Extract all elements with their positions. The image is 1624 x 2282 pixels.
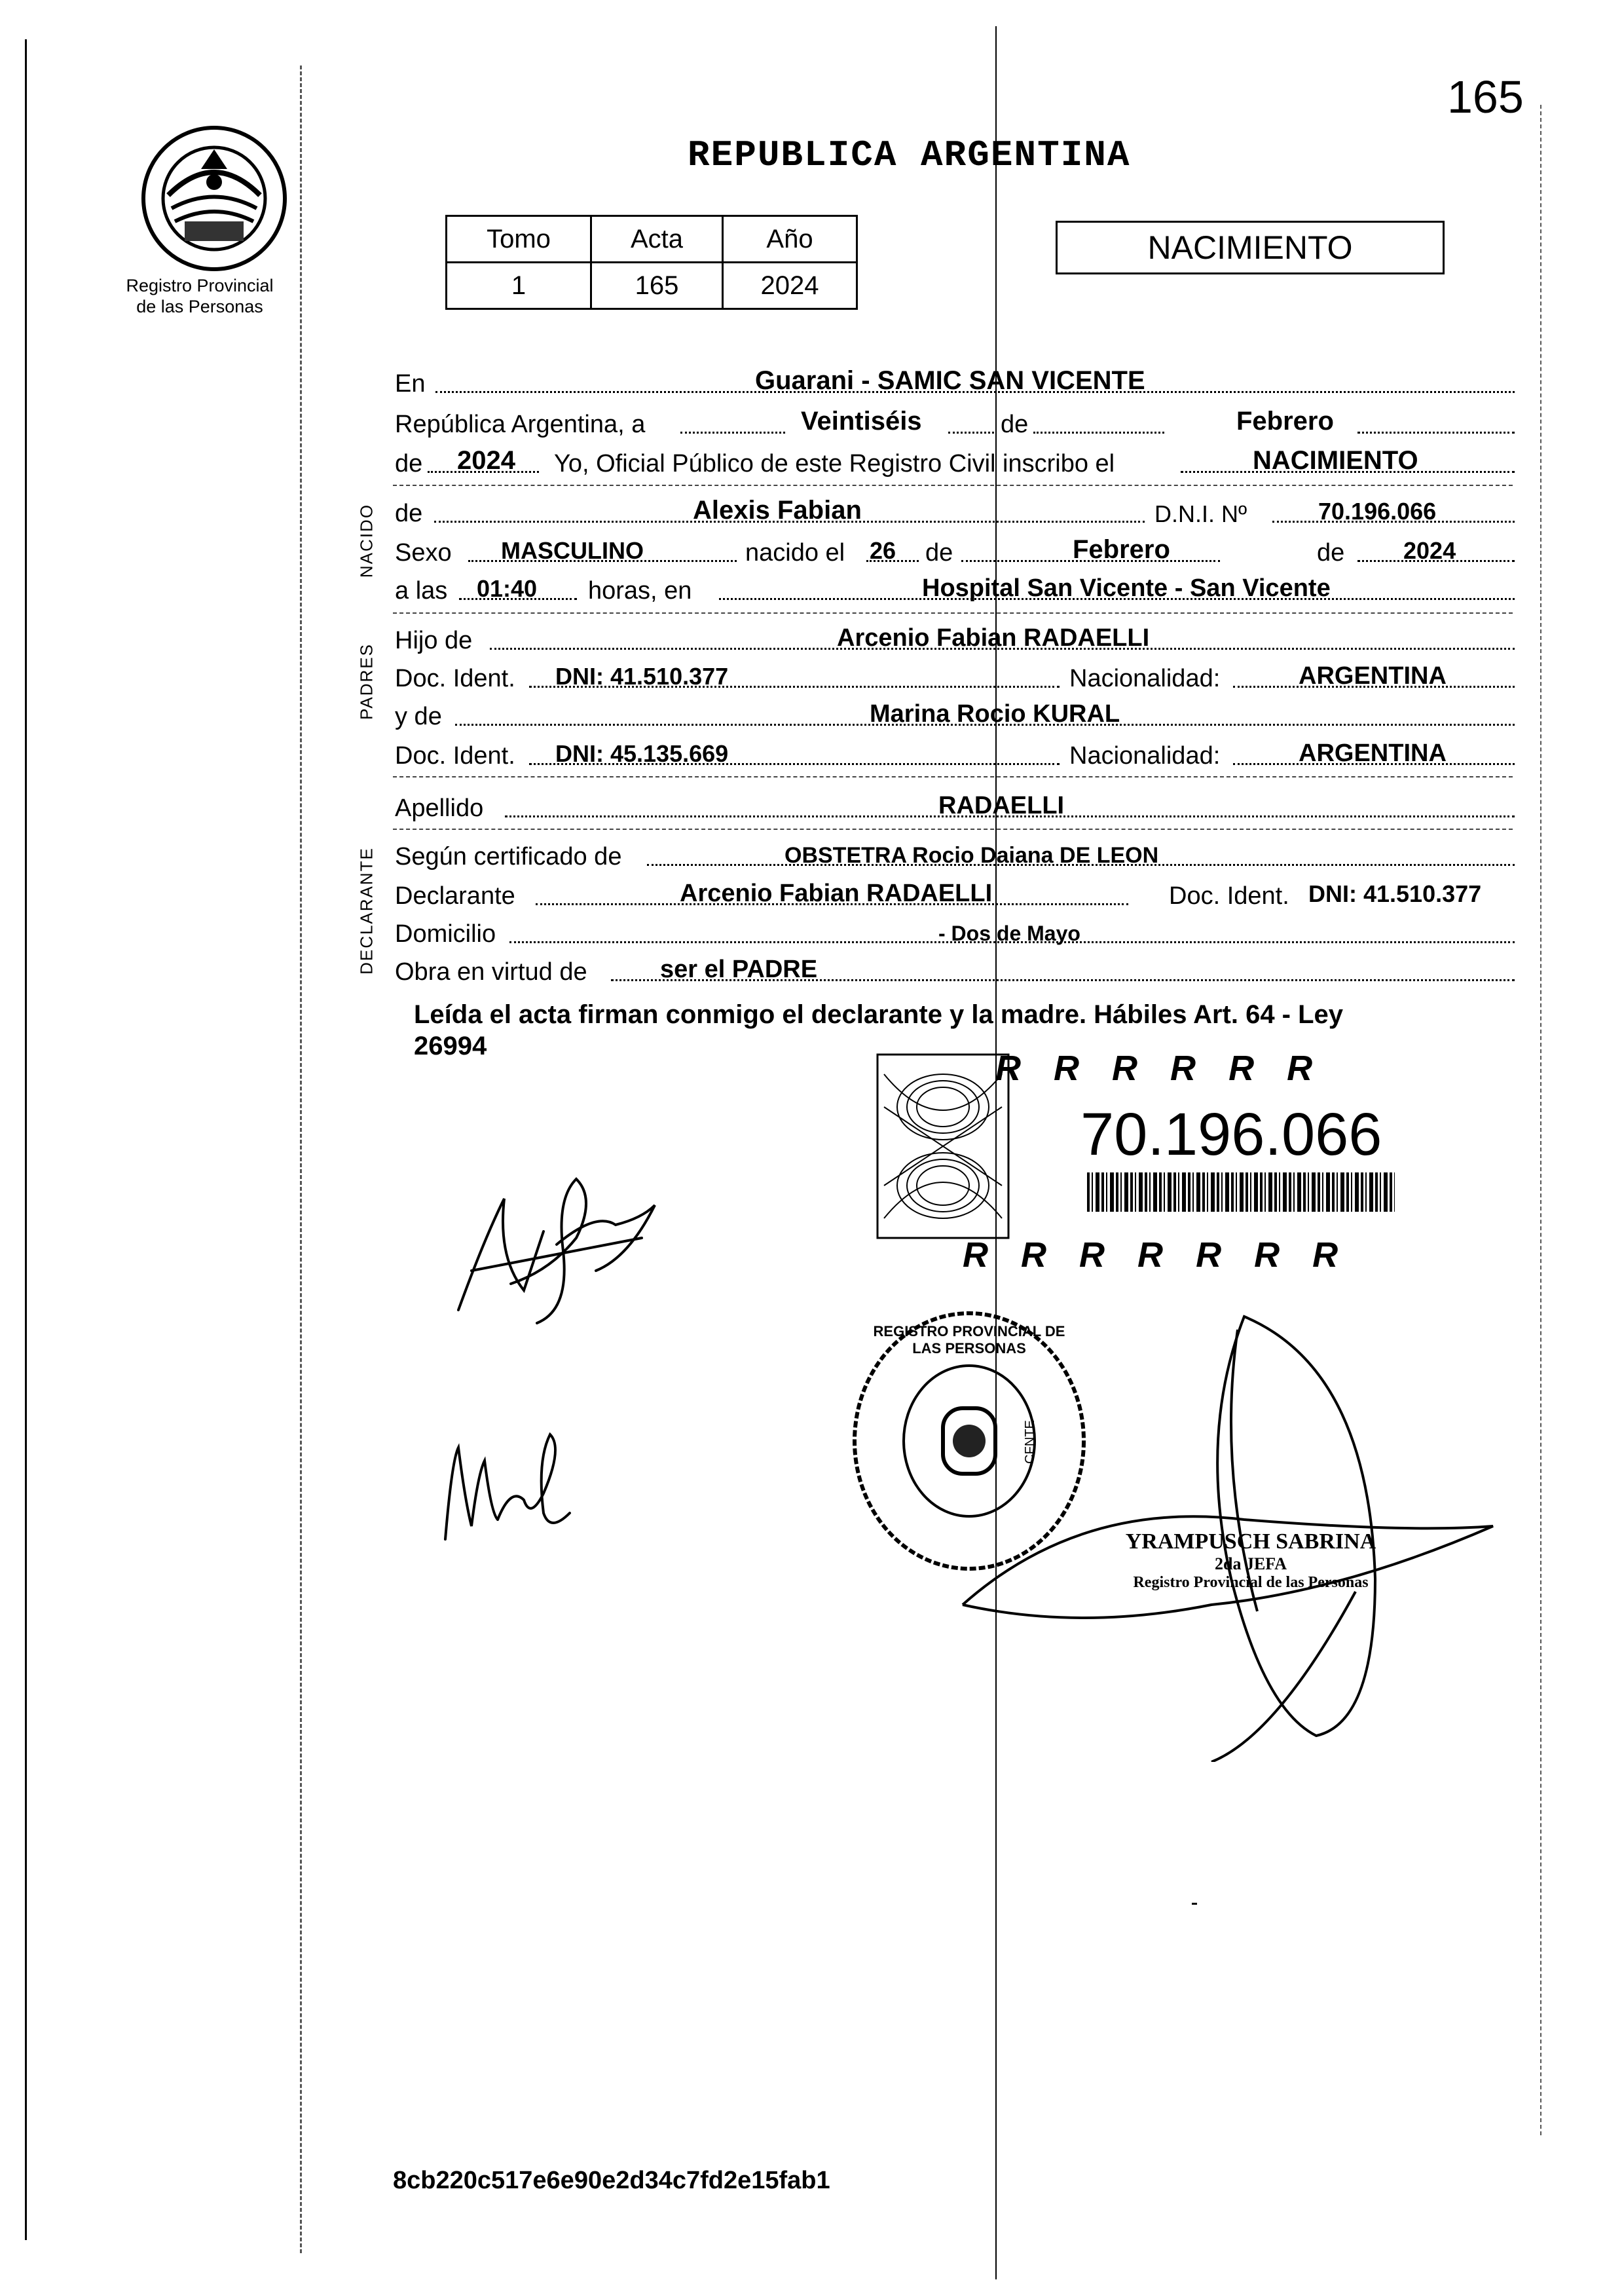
seal-text: REGISTRO PROVINCIAL DE LAS PERSONAS	[873, 1323, 1065, 1356]
label-republica: República Argentina, a	[395, 411, 646, 438]
label-hijo: Hijo de	[395, 627, 473, 654]
value-inscripcion: NACIMIENTO	[1253, 446, 1418, 475]
value-sexo: MASCULINO	[501, 537, 644, 564]
registry-line-1: Registro Provincial	[126, 276, 274, 295]
barcode-icon	[1087, 1172, 1395, 1212]
value-nombre: Alexis Fabian	[693, 496, 862, 525]
side-label-nacido: NACIDO	[356, 503, 377, 578]
seal-inner-text: CFNTE	[1022, 1420, 1037, 1464]
value-obra: ser el PADRE	[660, 956, 818, 983]
record-table	[445, 215, 858, 310]
value-en: Guarani - SAMIC SAN VICENTE	[755, 366, 1145, 395]
label-nacionalidad-2: Nacionalidad:	[1069, 742, 1221, 770]
stripe-mark: R	[1196, 1235, 1221, 1275]
value-domicilio: - Dos de Mayo	[938, 922, 1080, 945]
page-number: 165	[1447, 71, 1524, 122]
value-nac-dia: 26	[870, 537, 896, 564]
stripe-mark: R	[1021, 1235, 1046, 1275]
stripe-mark: R	[1170, 1049, 1195, 1088]
officer-stamp	[1067, 1529, 1434, 1592]
separator	[393, 829, 1513, 830]
stripe-mark: R	[1287, 1049, 1312, 1088]
value-dia: Veintiséis	[801, 407, 922, 436]
officer-role: 2da JEFA	[1214, 1554, 1287, 1573]
row-padre-doc	[395, 655, 1515, 694]
security-stripe-bottom	[963, 1235, 1539, 1275]
label-en: En	[395, 370, 426, 398]
label-sexo: Sexo	[395, 539, 452, 567]
binding-line	[300, 65, 302, 2253]
stripe-mark: R	[1228, 1049, 1253, 1088]
label-yde: y de	[395, 703, 442, 730]
side-label-padres: PADRES	[356, 643, 377, 720]
label-docident-2: Doc. Ident.	[395, 742, 515, 770]
document-type-box: NACIMIENTO	[1056, 221, 1445, 274]
label-de2: de	[395, 450, 423, 477]
value-tomo: 1	[447, 263, 591, 309]
row-en	[395, 360, 1515, 400]
dotted-line	[1033, 432, 1164, 434]
label-certificado: Según certificado de	[395, 843, 622, 870]
registry-name	[98, 275, 301, 317]
value-nac-mes: Febrero	[1073, 535, 1170, 564]
label-alas: a las	[395, 577, 448, 605]
value-declarante: Arcenio Fabian RADAELLI	[680, 880, 993, 907]
row-republica	[395, 401, 1515, 440]
stripe-mark: R	[995, 1049, 1020, 1088]
coat-of-arms-icon	[139, 123, 289, 274]
barcode-number: 70.196.066	[1080, 1101, 1382, 1168]
value-anio: 2024	[723, 263, 857, 309]
record-table-header	[447, 216, 857, 263]
value-decl-doc: DNI: 41.510.377	[1308, 880, 1482, 907]
label-horas: horas, en	[588, 577, 692, 605]
value-padre-doc: DNI: 41.510.377	[555, 663, 729, 690]
officer-office: Registro Provincial de las Personas	[1133, 1574, 1369, 1591]
value-madre-nac: ARGENTINA	[1299, 739, 1447, 767]
label-nacionalidad: Nacionalidad:	[1069, 665, 1221, 692]
value-padre: Arcenio Fabian RADAELLI	[837, 624, 1150, 652]
stripe-mark: R	[1054, 1049, 1079, 1088]
record-table-values	[447, 263, 857, 309]
stripe-mark: R	[963, 1235, 987, 1275]
right-margin-line	[1540, 105, 1541, 2135]
guilloche-pattern-icon	[871, 1048, 1015, 1244]
stray-mark	[1192, 1903, 1197, 1905]
label-domicilio: Domicilio	[395, 920, 496, 948]
security-stripe-top	[995, 1048, 1539, 1089]
document-hash: 8cb220c517e6e90e2d34c7fd2e15fab1	[393, 2167, 830, 2194]
row-nombre	[395, 490, 1515, 529]
separator	[393, 776, 1513, 777]
dotted-line	[680, 432, 785, 434]
label-obra: Obra en virtud de	[395, 958, 587, 986]
security-label	[871, 1048, 1539, 1284]
label-de5: de	[1317, 539, 1345, 567]
row-madre	[395, 693, 1515, 732]
label-apellido: Apellido	[395, 795, 484, 822]
label-nacido: nacido el	[745, 539, 845, 567]
row-apellido	[395, 785, 1515, 824]
row-hijo	[395, 617, 1515, 656]
value-madre-doc: DNI: 45.135.669	[555, 740, 729, 767]
separator	[393, 612, 1513, 614]
dotted-line	[1357, 432, 1515, 434]
header-anio: Año	[723, 216, 857, 263]
value-dni: 70.196.066	[1318, 498, 1437, 525]
value-acta: 165	[591, 263, 723, 309]
closing-line-1: Leída el acta firman conmigo el declarante y la madre. Hábiles Art. 64 - Ley	[414, 1000, 1344, 1029]
value-apellido: RADAELLI	[938, 792, 1065, 819]
separator	[393, 485, 1513, 486]
label-declarante: Declarante	[395, 882, 515, 910]
officer-name: YRAMPUSCH SABRINA	[1125, 1529, 1376, 1554]
value-lugar: Hospital San Vicente - San Vicente	[922, 574, 1331, 602]
row-obra	[395, 948, 1515, 988]
row-oficial	[395, 440, 1515, 479]
row-certificado	[395, 833, 1515, 872]
value-anio: 2024	[457, 446, 515, 475]
value-mes: Febrero	[1236, 407, 1334, 436]
stripe-mark: R	[1312, 1235, 1337, 1275]
row-sexo	[395, 529, 1515, 569]
value-hora: 01:40	[477, 575, 538, 602]
row-hora	[395, 567, 1515, 607]
label-docident: Doc. Ident.	[395, 665, 515, 692]
stripe-mark: R	[1079, 1235, 1104, 1275]
left-margin-line	[25, 39, 27, 2240]
mother-signature	[432, 1421, 583, 1552]
province-logo	[139, 123, 289, 274]
value-nac-anio: 2024	[1403, 537, 1456, 564]
label-oficial: Yo, Oficial Público de este Registro Civil inscribo el	[554, 450, 1115, 477]
value-madre: Marina Rocio KURAL	[870, 700, 1120, 728]
value-certificado: OBSTETRA Rocio Daiana DE LEON	[784, 843, 1159, 868]
declarant-signature	[445, 1159, 668, 1330]
document-title: REPUBLICA ARGENTINA	[688, 134, 1131, 176]
label-de3: de	[395, 500, 423, 527]
side-label-declarante: DECLARANTE	[356, 847, 377, 975]
registry-line-2: de las Personas	[136, 297, 263, 316]
stripe-mark: R	[1254, 1235, 1279, 1275]
label-decl-doc: Doc. Ident.	[1169, 882, 1289, 910]
dotted-line	[948, 432, 994, 434]
stripe-mark: R	[1112, 1049, 1137, 1088]
closing-line-2: 26994	[414, 1032, 487, 1060]
row-madre-doc	[395, 732, 1515, 772]
row-domicilio	[395, 910, 1515, 950]
label-de: de	[1001, 411, 1029, 438]
label-de4: de	[925, 539, 953, 567]
value-padre-nac: ARGENTINA	[1299, 662, 1447, 690]
stripe-mark: R	[1137, 1235, 1162, 1275]
label-dni: D.N.I. Nº	[1154, 500, 1247, 527]
row-declarante	[395, 872, 1515, 912]
header-tomo: Tomo	[447, 216, 591, 263]
header-acta: Acta	[591, 216, 723, 263]
